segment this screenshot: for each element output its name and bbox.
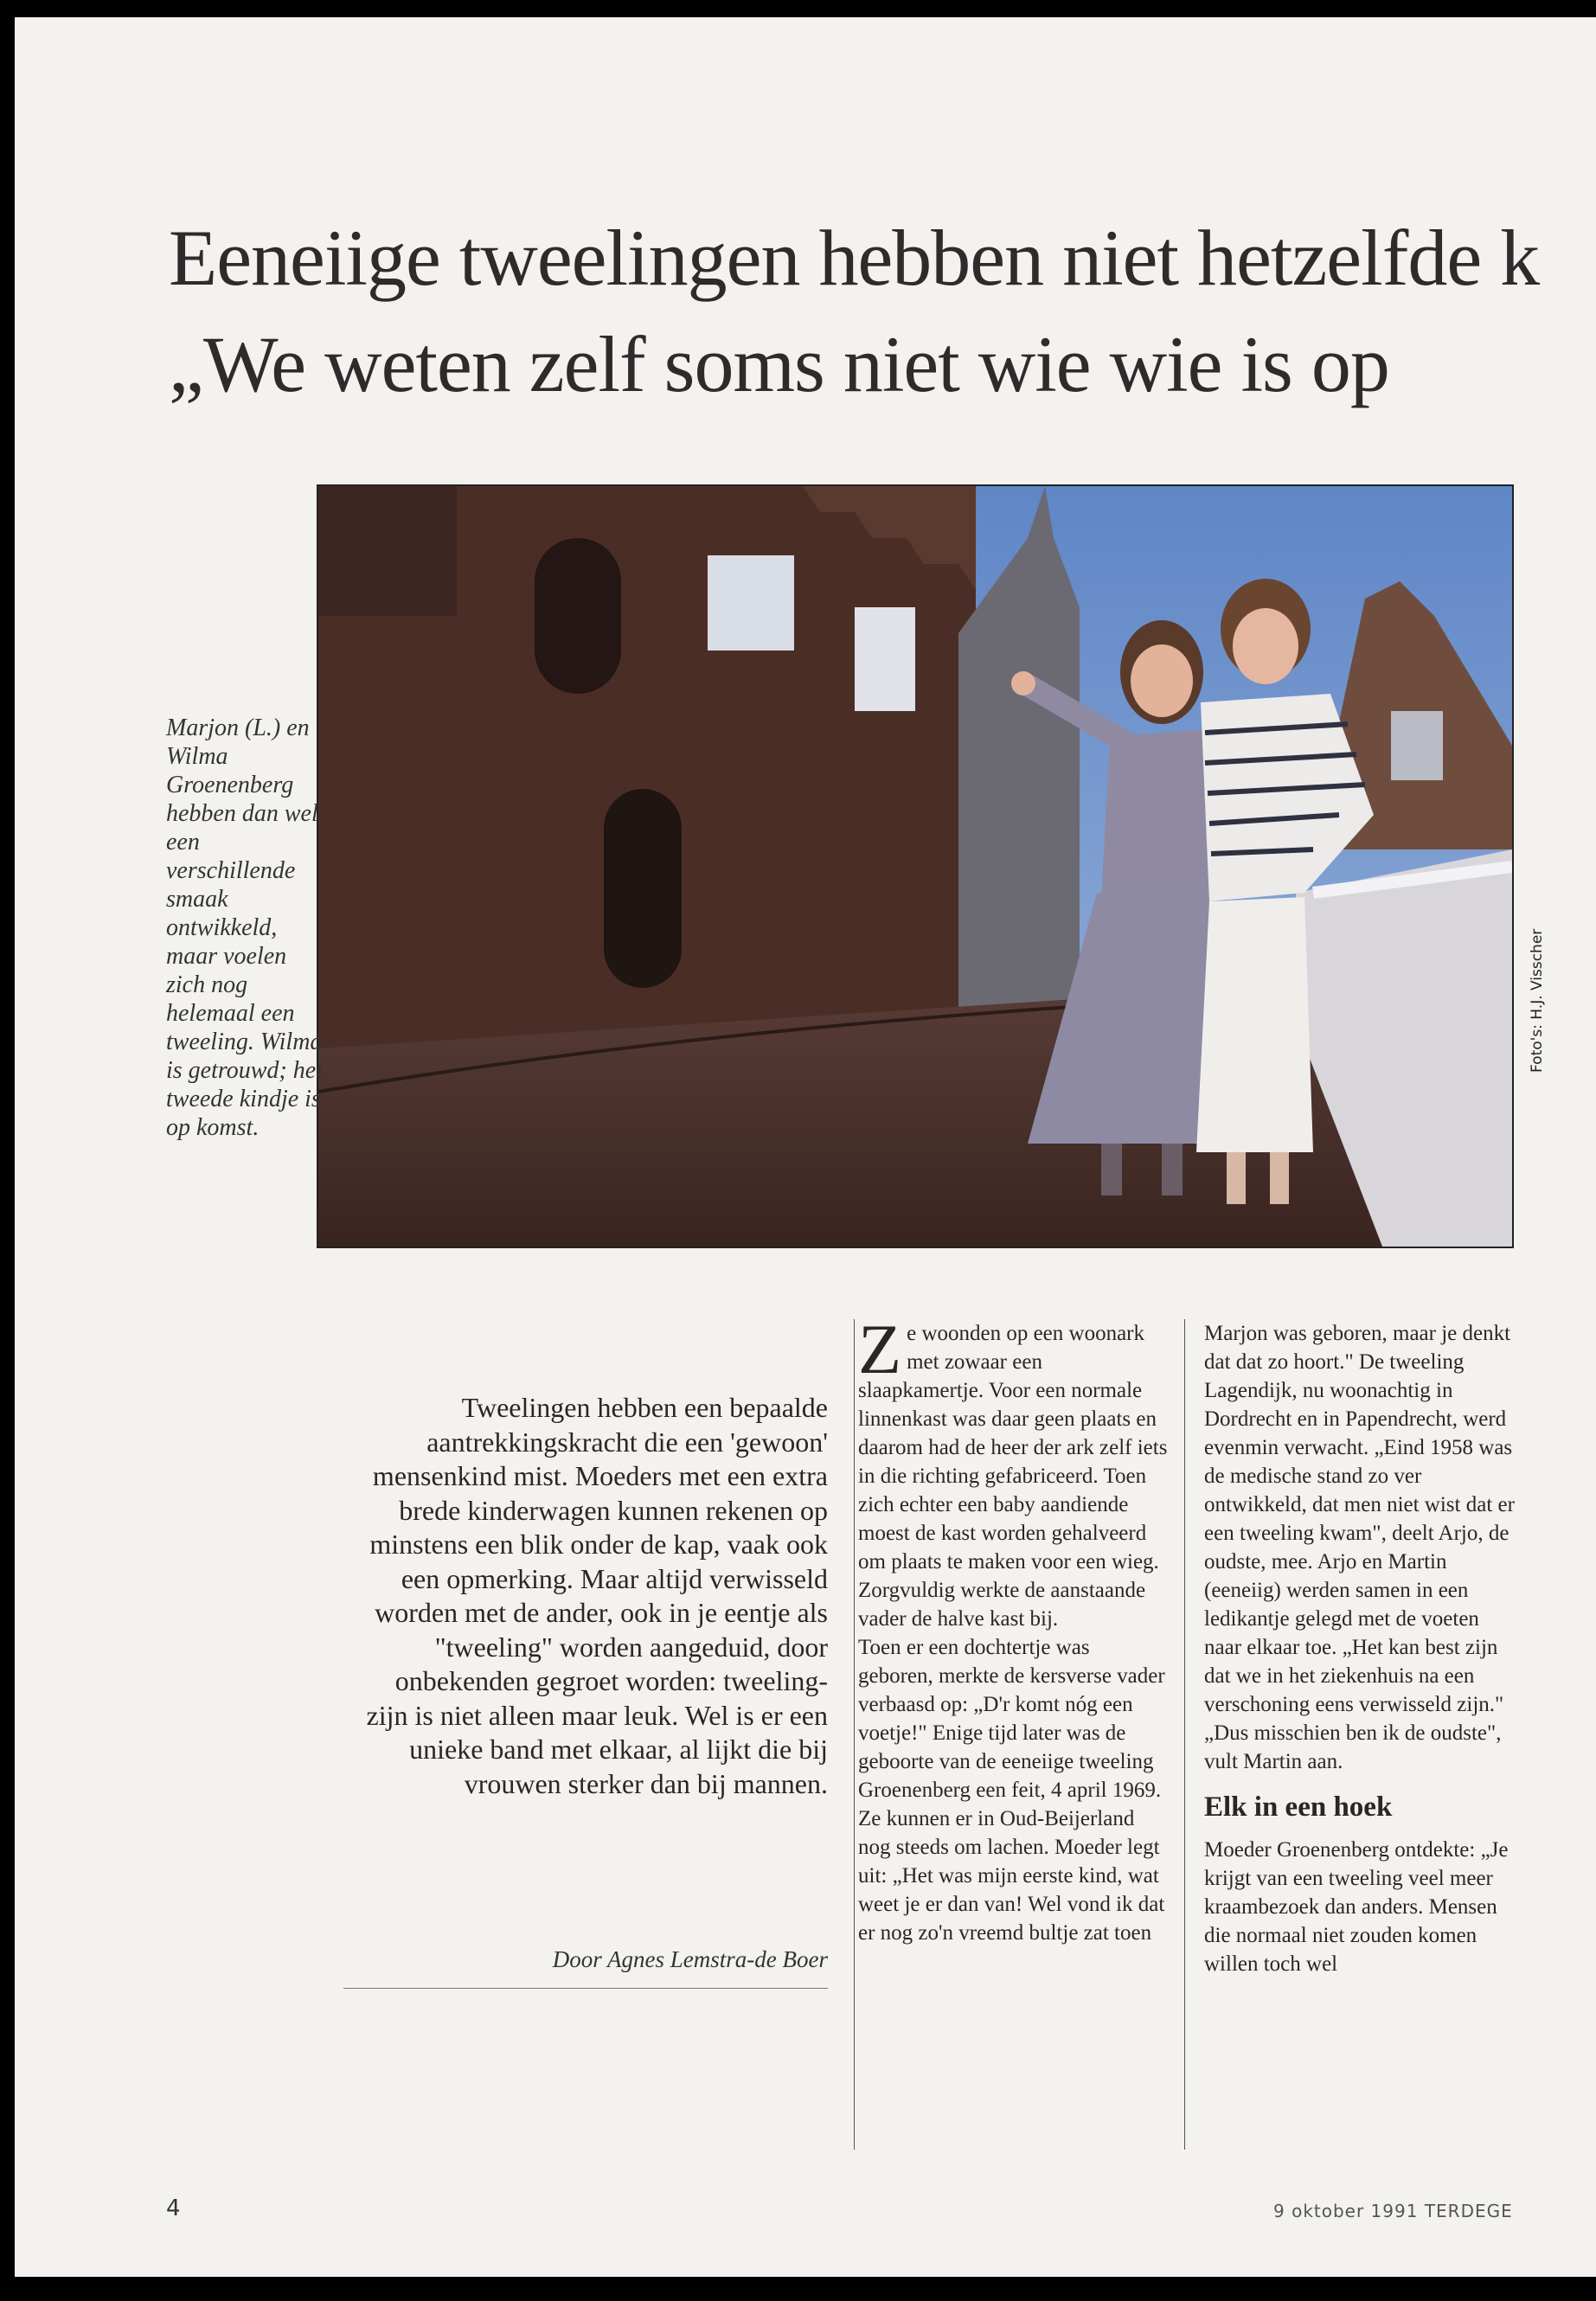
byline: Door Agnes Lemstra-de Boer (552, 1946, 828, 1972)
paragraph: Toen er een dochtertje was geboren, merkte de kersverse vader verbaasd op: „D'r komt nóg een voetje!" Enige tijd later was de geboorte van de eeneiige tweeling Groenenberg een feit, 4 april 1969. (858, 1636, 1165, 1802)
paragraph-text: e woonden op een woonark met zowaar een slaapkamertje. Voor een normale linnenkast was daar geen plaats en daarom had de heer der ark zelf iets in die richting gefabriceerd. Toen zich echter een baby aandiende moest de kast worden gehalveerd om plaats te maken voor een wieg. Zorgvuldig werkte de aanstaande vader de halve kast bij. (858, 1322, 1168, 1631)
column-divider-2 (1184, 1319, 1185, 2150)
article-column-2 (1204, 1319, 1516, 1978)
intro-text: Tweelingen hebben een bepaalde aantrekkingskracht die een 'gewoon' mensenkind mist. Moeders met een extra brede kinderwagen kunnen rekenen op minstens een blik onder de kap, vaak ook een opmerking. Maar altijd verwisseld worden met de ander, ook in je eentje als "tweeling" worden aangeduid, door onbekenden gegroet worden: tweeling-zijn is niet alleen maar leuk. Wel is er een unieke band met elkaar, al lijkt die bij vrouwen sterker dan bij mannen. (366, 1392, 828, 1799)
paragraph: Marjon was geboren, maar je denkt dat dat zo hoort." De tweeling Lagendijk, nu woonachtig in Dordrecht en in Papendrecht, werd evenmin verwacht. „Eind 1958 was de medische stand zo ver ontwikkeld, dat men niet wist dat er een tweeling kwam", deelt Arjo, de oudste, mee. Arjo en Martin (eeneiig) werden samen in een ledikantje gelegd met de voeten naar elkaar toe. „Het kan best zijn dat we in het ziekenhuis na een verschoning eens verwisseld zijn." (1204, 1322, 1515, 1716)
article-column-1 (858, 1310, 1170, 1947)
photo-caption: Marjon (L.) en Wilma Groenenberg hebben dan wel een verschillende smaak ontwikkeld, maar voelen zich nog helemaal een tweeling. Wilma is getrouwd; het tweede kindje is op komst. (166, 715, 323, 1141)
headline-line-2: „We weten zelf soms niet wie wie is op (169, 320, 1389, 408)
subheading: Elk in een hoek (1204, 1791, 1393, 1823)
drop-cap: Z (858, 1310, 902, 1388)
paragraph: Ze kunnen er in Oud-Beijerland nog steeds om lachen. Moeder legt uit: „Het was mijn eerste kind, wat weet je er dan van! Wel vond ik dat er nog zo'n vreemd bultje zat toen (858, 1807, 1165, 1945)
page-number: 4 (166, 2195, 181, 2221)
column-divider-1 (854, 1319, 855, 2150)
photo-credit: Foto's: H.J. Visscher (1529, 928, 1546, 1073)
paragraph: Moeder Groenenberg ontdekte: „Je krijgt van een tweeling veel meer kraambezoek dan anders. Mensen die normaal niet zouden komen willen toch wel (1204, 1838, 1509, 1976)
issue-footer: 9 oktober 1991 TERDEGE (1273, 2201, 1513, 2221)
paragraph (858, 1310, 1170, 1633)
paragraph: „Dus misschien ben ik de oudste", vult Martin aan. (1204, 1721, 1502, 1773)
intro-rule (343, 1988, 828, 1989)
twins-photo (317, 484, 1514, 1248)
headline-line-1: Eeneiige tweelingen hebben niet hetzelfde k (169, 214, 1540, 302)
magazine-page (15, 17, 1596, 2277)
